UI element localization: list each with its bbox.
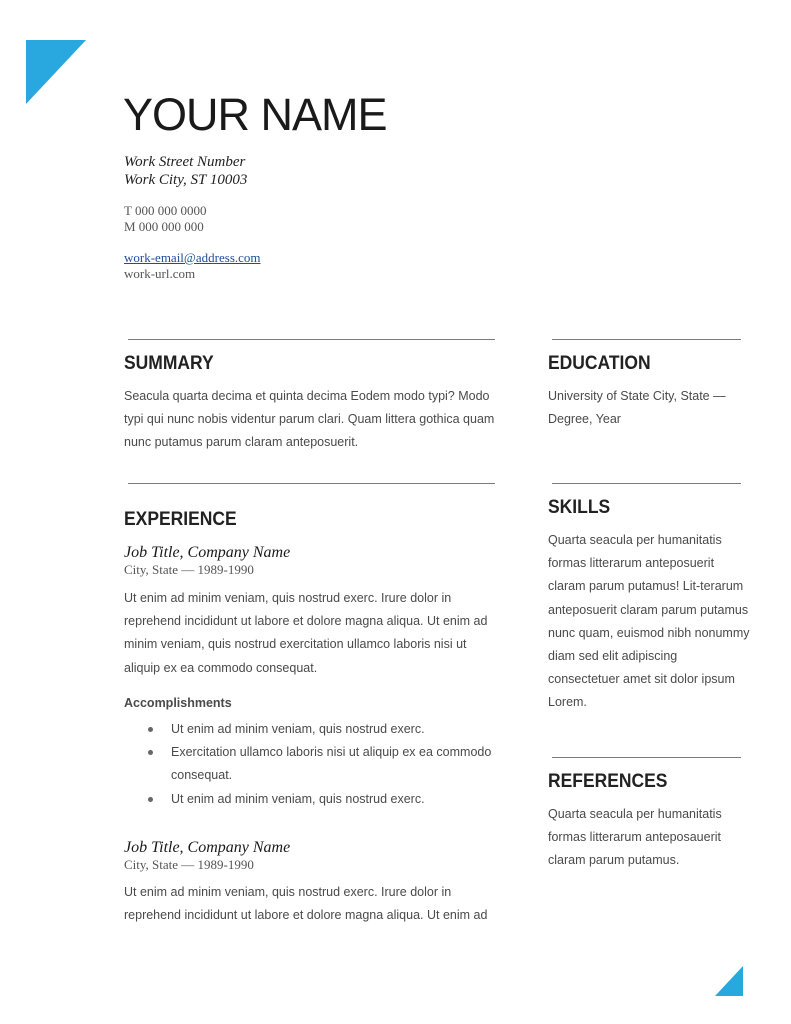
job-meta-1: City, State — 1989-1990 <box>124 562 254 577</box>
skills-heading: SKILLS <box>548 497 611 518</box>
job-meta-2: City, State — 1989-1990 <box>124 857 254 872</box>
bullet-icon <box>148 797 153 802</box>
accomplishment-text: Ut enim ad minim veniam, quis nostrud exerc. <box>171 791 425 806</box>
web-contact-block <box>124 250 261 282</box>
website-url: work-url.com <box>124 266 196 281</box>
references-text: Quarta seacula per humanitatis formas litterarum anteposauerit claram parum putamus. <box>548 807 722 868</box>
accomplishment-text: Exercitation ullamco laboris nisi ut aliquip ex ea commodo consequat. <box>171 745 492 783</box>
accomplishments-heading: Accomplishments <box>124 696 232 710</box>
skills-divider <box>552 483 741 484</box>
corner-triangle-bottom-right <box>715 966 743 996</box>
list-item <box>146 741 506 787</box>
summary-text: Seacula quarta decima et quinta decima Eodem modo typi? Modo typi qui nunc nobis videntur parum clari. Quam littera gothica quam nunc putamus parum claram anteposuerit. <box>124 389 495 450</box>
bullet-icon <box>148 727 153 732</box>
job-title-1: Job Title, Company Name <box>124 544 291 561</box>
experience-heading: EXPERIENCE <box>124 509 237 530</box>
education-heading: EDUCATION <box>548 353 651 374</box>
phone-block <box>124 203 206 235</box>
phone-mobile: M 000 000 000 <box>124 219 204 234</box>
education-divider <box>552 339 741 340</box>
email-link[interactable]: work-email@address.com <box>124 250 261 265</box>
job-description-2: Ut enim ad minim veniam, quis nostrud exerc. Irure dolor in reprehend incididunt ut labore et dolore magna aliqua. Ut enim ad <box>124 885 488 923</box>
bullet-icon <box>148 750 153 755</box>
corner-triangle-top-left <box>26 40 86 104</box>
job-title-2: Job Title, Company Name <box>124 839 291 856</box>
accomplishment-text: Ut enim ad minim veniam, quis nostrud exerc. <box>171 722 425 736</box>
education-text: University of State City, State — Degree, Year <box>548 389 726 427</box>
skills-text: Quarta seacula per humanitatis formas litterarum anteposuerit claram parum putamus! Lit-terarum anteposuerit claram parum putamus nunc quam, euismod nibh nonummy diam sed elit adipiscing consectetuer amet sit dolor ipsum Lorem. <box>548 533 750 710</box>
accomplishments-list <box>146 718 506 811</box>
summary-heading: SUMMARY <box>124 353 214 374</box>
references-heading: REFERENCES <box>548 771 668 792</box>
phone-telephone: T 000 000 0000 <box>124 203 207 218</box>
list-item <box>146 718 506 741</box>
experience-divider <box>128 483 495 484</box>
address-line-2: Work City, ST 10003 <box>124 172 248 188</box>
references-divider <box>552 757 741 758</box>
job-description-1: Ut enim ad minim veniam, quis nostrud exerc. Irure dolor in reprehend incididunt ut labore et dolore magna aliqua. Ut enim ad minim veniam, quis nostrud exercitation ullamco laboris nisi ut aliquip ex ea commodo consequat. <box>124 591 488 675</box>
list-item <box>146 788 506 811</box>
resume-name: YOUR NAME <box>123 89 387 140</box>
summary-divider <box>128 339 495 340</box>
address-line-1: Work Street Number <box>124 154 246 170</box>
address-block <box>124 153 247 189</box>
